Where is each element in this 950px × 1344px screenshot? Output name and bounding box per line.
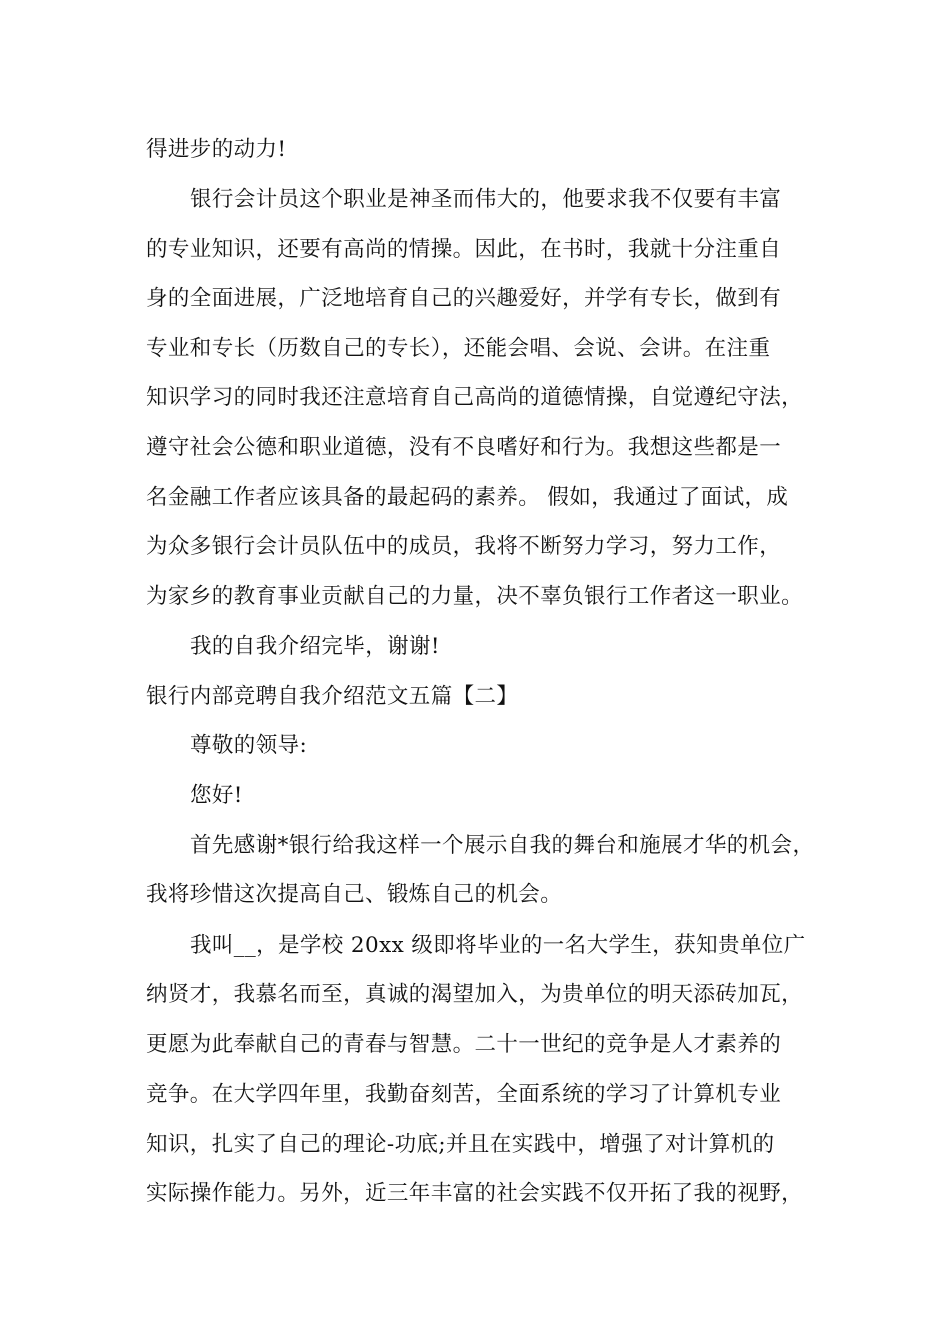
text-line: 更愿为此奉献自己的青春与智慧。二十一世纪的竞争是人才素养的 (146, 1032, 782, 1057)
text-line: 为家乡的教育事业贡献自己的力量，决不辜负银行工作者这一职业。 (146, 584, 804, 609)
text-line: 的专业知识，还要有高尚的情操。因此，在书时，我就十分注重自 (146, 237, 782, 262)
paragraph-start: 首先感谢*银行给我这样一个展示自我的舞台和施展才华的机会， (190, 833, 815, 858)
section-heading: 银行内部竞聘自我介绍范文五篇【二】 (146, 684, 519, 709)
text-line: 遵守社会公德和职业道德，没有不良嗜好和行为。我想这些都是一 (146, 435, 782, 460)
text-line: 身的全面进展，广泛地培育自己的兴趣爱好，并学有专长，做到有 (146, 286, 782, 311)
text-line: 专业和专长（历数自己的专长），还能会唱、会说、会讲。在注重 (146, 336, 771, 361)
paragraph-start: 银行会计员这个职业是神圣而伟大的，他要求我不仅要有丰富 (190, 187, 782, 212)
paragraph-start: 我叫__，是学校 20xx 级即将毕业的一名大学生，获知贵单位广 (190, 933, 806, 958)
paragraph-start: 我的自我介绍完毕，谢谢! (190, 634, 440, 659)
text-line: 我将珍惜这次提高自己、锻炼自己的机会。 (146, 882, 563, 907)
salutation: 尊敬的领导: (190, 733, 308, 758)
text-line: 纳贤才，我慕名而至，真诚的渴望加入，为贵单位的明天添砖加瓦， (146, 982, 804, 1007)
text-line: 实际操作能力。另外，近三年丰富的社会实践不仅开拓了我的视野， (146, 1181, 804, 1206)
greeting: 您好! (190, 783, 243, 808)
text-line: 得进步的动力! (146, 137, 287, 162)
text-line: 竞争。在大学四年里，我勤奋刻苦，全面系统的学习了计算机专业 (146, 1082, 782, 1107)
text-line: 为众多银行会计员队伍中的成员，我将不断努力学习，努力工作， (146, 534, 782, 559)
text-line: 知识，扎实了自己的理论-功底;并且在实践中，增强了对计算机的 (146, 1132, 775, 1157)
text-line: 知识学习的同时我还注意培育自己高尚的道德情操，自觉遵纪守法， (146, 385, 804, 410)
text-line: 名金融工作者应该具备的最起码的素养。 假如，我通过了面试，成 (146, 485, 789, 510)
